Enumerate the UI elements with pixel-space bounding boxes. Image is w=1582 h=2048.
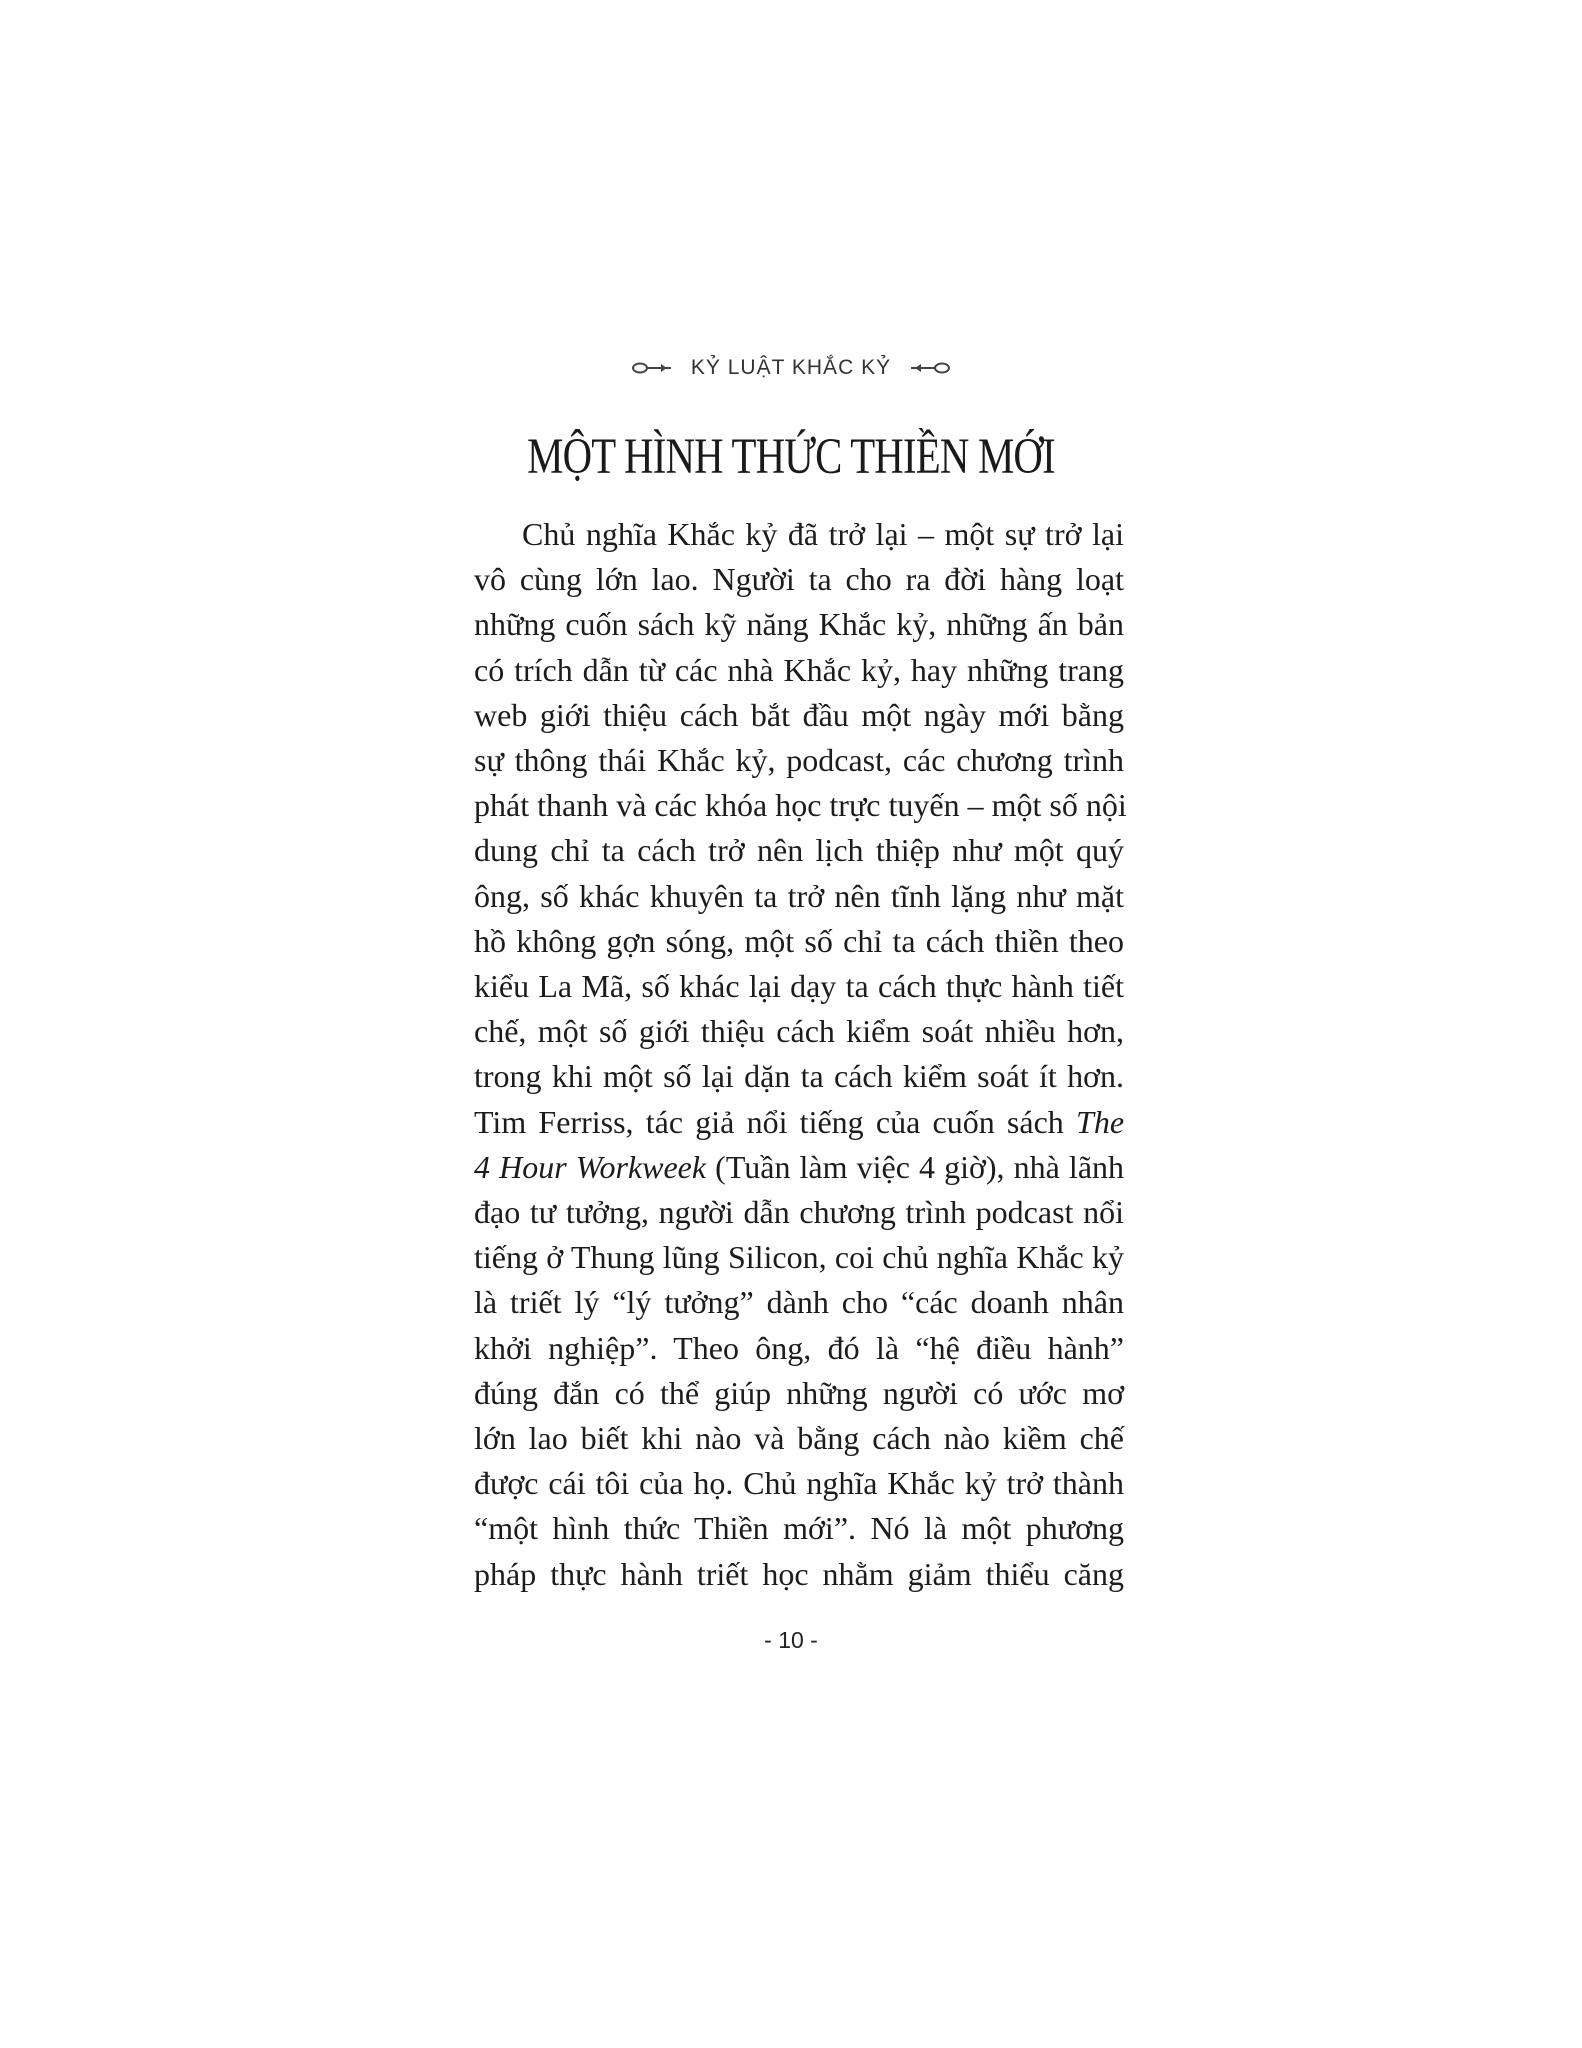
book-title-italic: The bbox=[1076, 1103, 1125, 1140]
text-line: là triết lý “lý tưởng” dành cho “các doanh nhân bbox=[474, 1284, 1124, 1321]
text-line: hồ không gợn sóng, một số chỉ ta cách thiền theo bbox=[474, 922, 1124, 959]
running-header-title: KỶ LUẬT KHẮC KỶ bbox=[690, 356, 892, 379]
text-line: đúng đắn có thể giúp những người có ước mơ bbox=[474, 1374, 1124, 1411]
body-paragraph bbox=[474, 512, 1127, 1597]
text-line: Chủ nghĩa Khắc kỷ đã trở lại – một sự trở lại bbox=[522, 516, 1124, 552]
text-line: phát thanh và các khóa học trực tuyến – một số nội bbox=[474, 787, 1127, 824]
running-header bbox=[0, 356, 1582, 380]
text-line-with-title bbox=[474, 1145, 1124, 1190]
text-line: tiếng ở Thung lũng Silicon, coi chủ nghĩa Khắc kỷ bbox=[474, 1239, 1124, 1276]
text-line: dung chỉ ta cách trở nên lịch thiệp như một quý bbox=[474, 832, 1124, 869]
text-line-segment: (Tuần làm việc 4 giờ), nhà lãnh bbox=[715, 1148, 1125, 1185]
text-line: những cuốn sách kỹ năng Khắc kỷ, những ấn bản bbox=[474, 606, 1124, 643]
page-number: - 10 - bbox=[764, 1627, 818, 1653]
text-line: vô cùng lớn lao. Người ta cho ra đời hàng loạt bbox=[474, 561, 1124, 598]
text-line: “một hình thức Thiền mới”. Nó là một phương bbox=[474, 1510, 1124, 1547]
text-line: web giới thiệu cách bắt đầu một ngày mới bằng bbox=[474, 696, 1124, 733]
text-line: pháp thực hành triết học nhằm giảm thiểu căng bbox=[474, 1555, 1124, 1592]
text-line: được cái tôi của họ. Chủ nghĩa Khắc kỷ trở thành bbox=[474, 1465, 1124, 1502]
text-line-with-title bbox=[474, 1100, 1124, 1145]
text-line: trong khi một số lại dặn ta cách kiểm soát ít hơn. bbox=[474, 1058, 1124, 1095]
text-line: có trích dẫn từ các nhà Khắc kỷ, hay những trang bbox=[474, 651, 1124, 688]
text-line: đạo tư tưởng, người dẫn chương trình podcast nổi bbox=[474, 1194, 1124, 1231]
book-title-italic: 4 Hour Workweek bbox=[474, 1148, 707, 1185]
left-scroll-ornament-icon bbox=[631, 360, 677, 376]
text-line: khởi nghiệp”. Theo ông, đó là “hệ điều hành” bbox=[474, 1329, 1124, 1366]
text-line-segment: Tim Ferriss, tác giả nổi tiếng của cuốn sách bbox=[474, 1103, 1064, 1140]
text-line: sự thông thái Khắc kỷ, podcast, các chương trình bbox=[474, 742, 1124, 779]
text-line: chế, một số giới thiệu cách kiểm soát nhiều hơn, bbox=[474, 1013, 1124, 1050]
chapter-title: MỘT HÌNH THỨC THIỀN MỚI bbox=[527, 429, 1055, 485]
right-scroll-ornament-icon bbox=[905, 360, 951, 376]
text-line: ông, số khác khuyên ta trở nên tĩnh lặng như mặt bbox=[474, 877, 1124, 914]
text-line: kiểu La Mã, số khác lại dạy ta cách thực hành tiết bbox=[474, 968, 1124, 1005]
text-line: lớn lao biết khi nào và bằng cách nào kiềm chế bbox=[474, 1420, 1124, 1457]
